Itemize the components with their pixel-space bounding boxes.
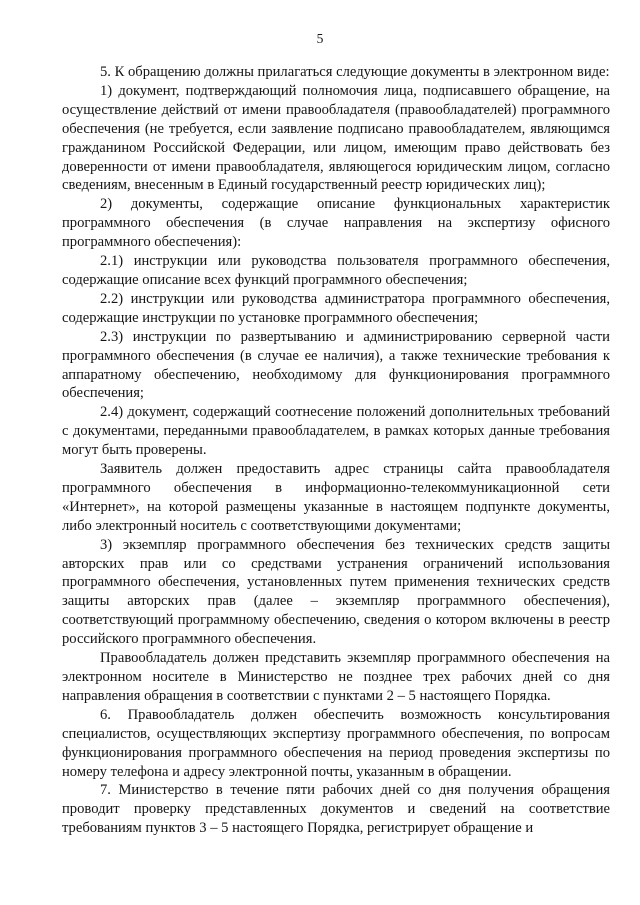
page-number: 5 bbox=[316, 31, 324, 46]
paragraph-item-1: 1) документ, подтверждающий полномочия лица, подписавшего обращение, на осуществление действий от имени правообладателя (правообладателей) программного обеспечения (не требуется, если заявление подписано правообладателем, являющимся гражданином Российской Федерации, или лицом, имеющим право действовать без доверенности от имени правообладателя, являющегося юридическим лицом, согласно сведениям, внесенным в Единый государственный реестр юридических лиц); bbox=[62, 82, 610, 194]
paragraph-applicant-note: Заявитель должен предоставить адрес страницы сайта правообладателя программного обеспечения в информационно-телекоммуникационной сети «Интернет», на которой размещены указанные в настоящем подпункте документы, либо электронный носитель с соответствующими документами; bbox=[62, 461, 610, 534]
paragraph-7: 7. Министерство в течение пяти рабочих дней со дня получения обращения проводит проверку представленных документов и сведений на соответствие требованиям пунктов 3 – 5 настоящего Порядка, регистрирует обращение и bbox=[62, 782, 610, 837]
paragraph-item-3: 3) экземпляр программного обеспечения без технических средств защиты авторских прав или со средствами устранения ограничений использования программного обеспечения, установленных путем применения технических средств защиты авторских прав (далее – экземпляр программного обеспечения), соответствующий программному обеспечению, сведения о котором включены в реестр российского программного обеспечения. bbox=[62, 536, 610, 648]
paragraph-item-2-4: 2.4) документ, содержащий соотнесение положений дополнительных требований с документами, переданными правообладателем, в рамках которых данные требования могут быть проверены. bbox=[62, 404, 610, 459]
document-body bbox=[62, 63, 610, 838]
paragraph-item-2: 2) документы, содержащие описание функциональных характеристик программного обеспечения (в случае направления на экспертизу офисного программного обеспечения): bbox=[62, 196, 610, 251]
paragraph-item-2-1: 2.1) инструкции или руководства пользователя программного обеспечения, содержащие описание всех функций программного обеспечения; bbox=[62, 253, 610, 288]
paragraph-rightholder-note: Правообладатель должен представить экземпляр программного обеспечения на электронном носителе в Министерство не позднее трех рабочих дней со дня направления обращения в соответствии с пунктами 2 – 5 настоящего Порядка. bbox=[62, 650, 610, 704]
paragraph-item-2-3: 2.3) инструкции по развертыванию и администрированию серверной части программного обеспечения (в случае ее наличия), а также технические требования к аппаратному обеспечению, необходимому для функционирования программного обеспечения; bbox=[62, 328, 610, 402]
paragraph-5-intro: 5. К обращению должны прилагаться следующие документы в электронном виде: bbox=[100, 64, 610, 80]
paragraph-6: 6. Правообладатель должен обеспечить возможность консультирования специалистов, осуществляющих экспертизу программного обеспечения, по вопросам функционирования программного обеспечения на период проведения экспертизы по номеру телефона и адресу электронной почты, указанным в обращении. bbox=[62, 706, 610, 780]
paragraph-item-2-2: 2.2) инструкции или руководства администратора программного обеспечения, содержащие инструкции по установке программного обеспечения; bbox=[62, 290, 610, 326]
